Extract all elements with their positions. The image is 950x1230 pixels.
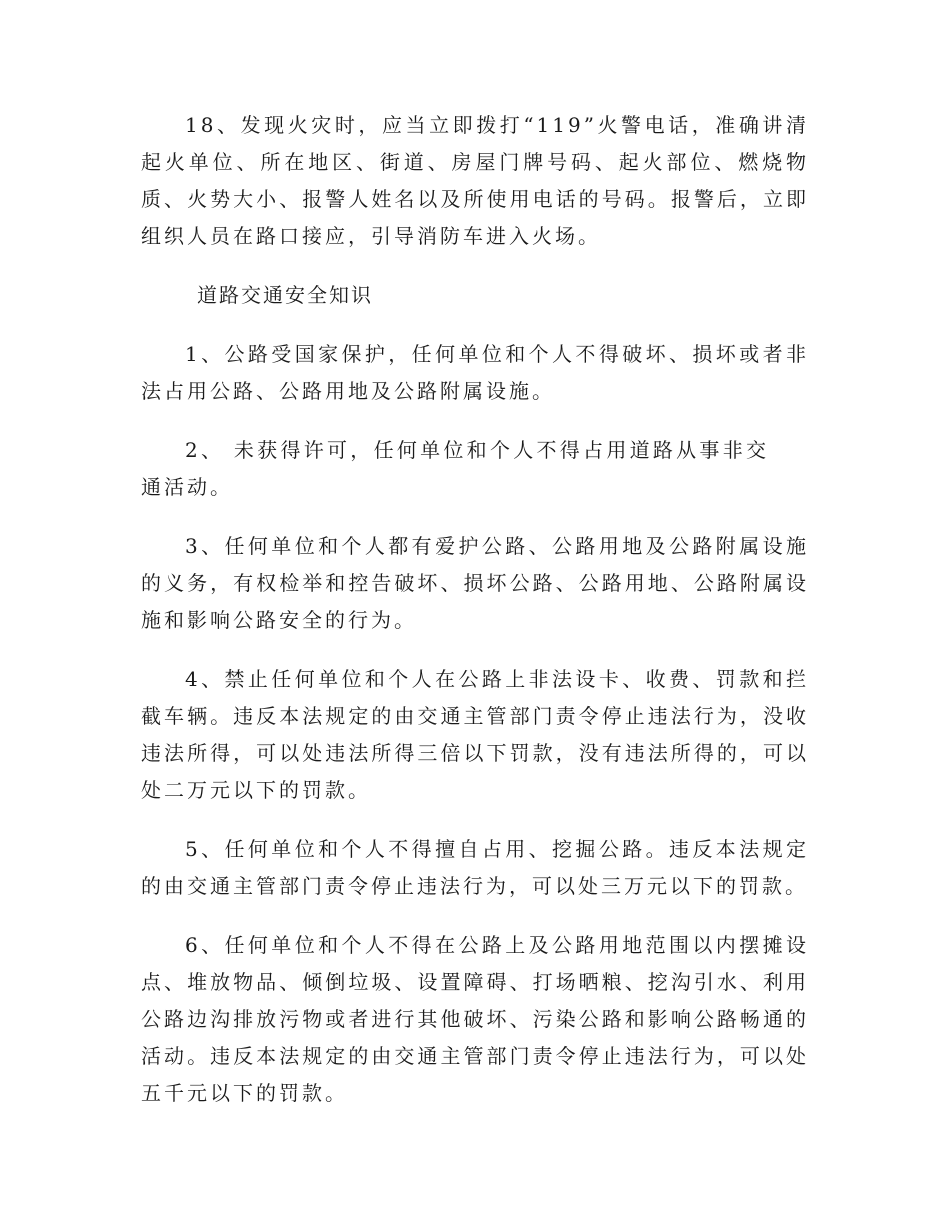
paragraph-rule-3: 3、任何单位和个人都有爱护公路、公路用地及公路附属设施的义务，有权检举和控告破坏、损坏公路、公路用地、公路附属设施和影响公路安全的行为。: [141, 534, 809, 632]
paragraph-rule-5: 5、任何单位和个人不得擅自占用、挖掘公路。违反本法规定的由交通主管部门责令停止违法行为，可以处三万元以下的罚款。: [141, 837, 809, 898]
paragraph-fire-alarm: 18、发现火灾时，应当立即拨打“119”火警电话，准确讲清起火单位、所在地区、街道、房屋门牌号码、起火部位、燃烧物质、火势大小、报警人姓名以及所使用电话的号码。报警后，立即组织人员在路口接应，引导消防车进入火场。: [141, 113, 809, 248]
section-heading-road-safety: 道路交通安全知识: [197, 283, 373, 307]
paragraph-rule-6: 6、任何单位和个人不得在公路上及公路用地范围以内摆摊设点、堆放物品、倾倒垃圾、设置障碍、打场晒粮、挖沟引水、利用公路边沟排放污物或者进行其他破坏、污染公路和影响公路畅通的活动。违反本法规定的由交通主管部门责令停止违法行为，可以处五千元以下的罚款。: [141, 933, 809, 1105]
paragraph-rule-2: 2、 未获得许可，任何单位和个人不得占用道路从事非交通活动。: [141, 438, 769, 499]
paragraph-rule-4: 4、禁止任何单位和个人在公路上非法设卡、收费、罚款和拦截车辆。违反本法规定的由交通主管部门责令停止违法行为，没收违法所得，可以处违法所得三倍以下罚款，没有违法所得的，可以处二万元以下的罚款。: [141, 667, 809, 802]
paragraph-rule-1: 1、公路受国家保护，任何单位和个人不得破坏、损坏或者非法占用公路、公路用地及公路附属设施。: [141, 342, 809, 403]
document-body: [141, 107, 809, 1134]
